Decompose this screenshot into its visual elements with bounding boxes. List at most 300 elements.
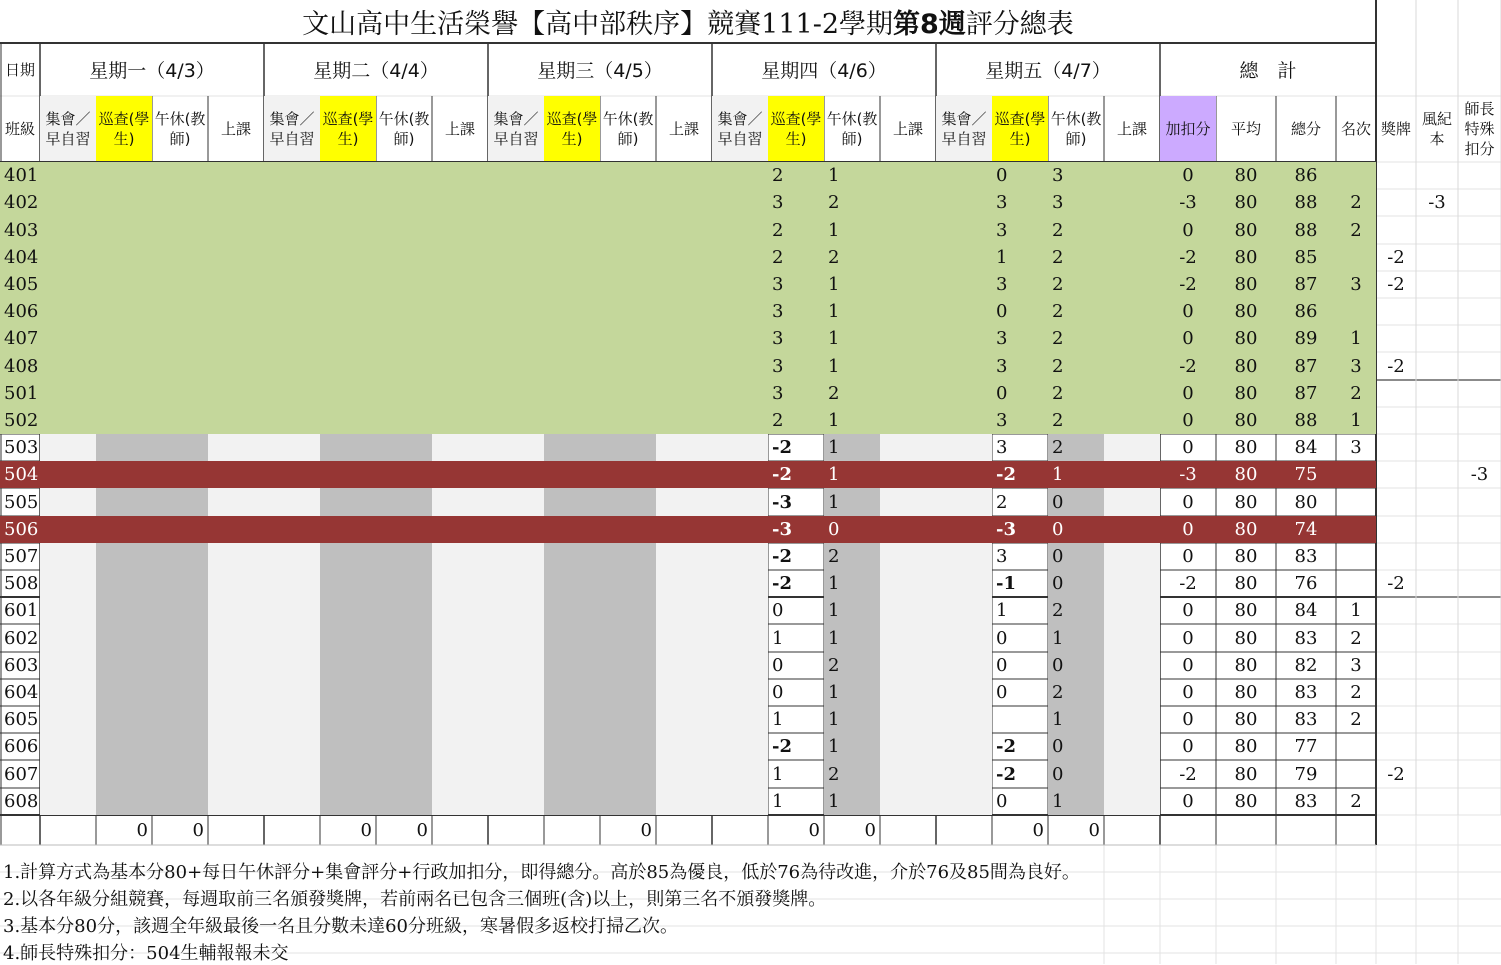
row-score-cell[interactable] [712, 352, 768, 380]
row-score-cell[interactable] [432, 652, 488, 679]
row-score-cell[interactable] [600, 760, 656, 788]
header-col-day3-1[interactable]: 集會／早自習 [488, 96, 544, 161]
row-adjust[interactable]: 0 [1182, 655, 1194, 676]
header-total[interactable]: 總 計 [1239, 60, 1297, 82]
row-score-cell[interactable] [656, 162, 712, 189]
row-score-cell[interactable] [544, 461, 600, 488]
header-col-day2-2[interactable]: 巡查(學生) [320, 96, 376, 161]
row-score-cell[interactable] [432, 325, 488, 352]
row-score-cell[interactable] [656, 407, 712, 434]
row-score-cell[interactable] [880, 244, 936, 271]
row-score-cell[interactable]: 1 [824, 706, 880, 733]
row-total[interactable]: 86 [1276, 162, 1336, 189]
row-score-cell[interactable] [880, 271, 936, 298]
header-date-label[interactable]: 日期 [4, 61, 35, 79]
row-score-cell[interactable] [600, 380, 656, 407]
row-score-cell[interactable] [152, 189, 208, 216]
row-score-cell[interactable]: 2 [1048, 216, 1104, 244]
row-score-cell[interactable]: 3 [992, 216, 1048, 244]
row-discipline-book[interactable] [1416, 706, 1458, 733]
row-average[interactable]: 80 [1234, 437, 1258, 458]
row-score-cell[interactable] [544, 516, 600, 543]
row-rank[interactable] [1336, 244, 1376, 271]
row-score-cell[interactable] [712, 733, 768, 760]
zero-total-cell[interactable]: 0 [808, 819, 820, 841]
row-score-cell[interactable] [712, 760, 768, 788]
row-special-deduction[interactable] [1458, 760, 1501, 788]
row-special-deduction[interactable] [1458, 189, 1501, 216]
row-total[interactable]: 82 [1294, 655, 1318, 676]
row-rank[interactable]: 2 [1350, 709, 1362, 730]
row-score-cell[interactable]: 3 [1048, 162, 1104, 189]
row-score-cell[interactable] [488, 298, 544, 325]
header-day-3[interactable]: 星期三（4/5） [537, 60, 663, 82]
row-score-cell[interactable] [936, 516, 992, 543]
row-score-cell[interactable] [600, 162, 656, 189]
row-score-cell[interactable] [544, 733, 600, 760]
row-score-cell[interactable] [600, 516, 656, 543]
header-col-day1-2[interactable]: 巡查(學生) [96, 96, 152, 161]
row-adjust[interactable]: 0 [1160, 162, 1216, 189]
row-score-cell[interactable] [320, 298, 376, 325]
row-score-cell[interactable]: 2 [1048, 407, 1104, 434]
row-class-label[interactable]: 506 [0, 516, 40, 543]
row-score-cell[interactable] [880, 352, 936, 380]
row-score-cell[interactable] [376, 543, 432, 570]
row-score-cell[interactable] [376, 488, 432, 516]
row-score-cell[interactable] [544, 570, 600, 597]
row-score-cell[interactable] [208, 624, 264, 652]
row-score-cell[interactable] [208, 597, 264, 624]
row-score-cell[interactable]: 0 [1048, 760, 1104, 788]
row-discipline-book[interactable] [1416, 570, 1458, 597]
row-score-cell[interactable] [320, 407, 376, 434]
row-score-cell[interactable]: 0 [1048, 733, 1104, 760]
row-rank[interactable] [1336, 733, 1376, 760]
row-score-cell[interactable] [376, 407, 432, 434]
row-special-deduction[interactable] [1458, 352, 1501, 380]
row-discipline-book[interactable] [1416, 760, 1458, 788]
row-score-cell[interactable] [376, 652, 432, 679]
row-score-cell[interactable] [96, 461, 152, 488]
row-score-cell[interactable] [936, 325, 992, 352]
header-col-day5-1[interactable]: 集會／早自習 [936, 96, 992, 161]
row-score-cell[interactable] [712, 788, 768, 815]
row-score-cell[interactable] [600, 624, 656, 652]
row-score-cell[interactable] [320, 624, 376, 652]
row-score-cell[interactable] [1104, 516, 1160, 543]
row-score-cell[interactable]: 3 [768, 189, 824, 216]
row-discipline-book[interactable] [1416, 652, 1458, 679]
row-score-cell[interactable] [488, 380, 544, 407]
row-score-cell[interactable] [208, 244, 264, 271]
row-adjust[interactable]: 0 [1182, 627, 1194, 649]
row-score-cell[interactable] [432, 706, 488, 733]
row-score-cell[interactable] [712, 516, 768, 543]
row-score-cell[interactable]: 3 [992, 189, 1048, 216]
row-score-cell[interactable] [152, 216, 208, 244]
row-medal[interactable] [1376, 706, 1416, 733]
row-average[interactable]: 80 [1216, 216, 1276, 244]
row-score-cell[interactable] [488, 543, 544, 570]
row-score-cell[interactable] [1104, 380, 1160, 407]
row-score-cell[interactable] [880, 624, 936, 652]
row-score-cell[interactable] [488, 488, 544, 516]
row-score-cell[interactable]: 1 [824, 271, 880, 298]
row-score-cell[interactable] [320, 461, 376, 488]
row-score-cell[interactable]: 2 [768, 244, 824, 271]
row-rank[interactable]: 1 [1336, 325, 1376, 352]
row-special-deduction[interactable] [1458, 162, 1501, 189]
row-score-cell[interactable] [152, 733, 208, 760]
row-score-cell[interactable] [208, 434, 264, 461]
row-score-cell[interactable] [544, 624, 600, 652]
row-score-cell[interactable] [432, 216, 488, 244]
row-score-cell[interactable] [40, 733, 96, 760]
row-score-cell[interactable] [712, 434, 768, 461]
row-score-cell[interactable] [432, 189, 488, 216]
row-score-cell[interactable] [432, 461, 488, 488]
row-score-cell[interactable] [432, 516, 488, 543]
row-score-cell[interactable] [152, 244, 208, 271]
row-score-cell[interactable] [656, 461, 712, 488]
row-score-cell[interactable] [40, 162, 96, 189]
row-score-cell[interactable] [1104, 434, 1160, 461]
row-discipline-book[interactable] [1416, 624, 1458, 652]
row-medal[interactable]: -2 [1387, 763, 1405, 785]
row-score-cell[interactable] [880, 407, 936, 434]
row-total[interactable]: 80 [1294, 491, 1318, 513]
row-discipline-book[interactable] [1416, 543, 1458, 570]
row-score-cell[interactable]: 2 [1048, 244, 1104, 271]
row-score-cell[interactable] [40, 189, 96, 216]
row-total[interactable]: 84 [1294, 600, 1318, 621]
row-score-cell[interactable] [376, 298, 432, 325]
row-score-cell[interactable] [264, 733, 320, 760]
row-discipline-book[interactable] [1416, 733, 1458, 760]
header-total-col-1[interactable]: 加扣分 [1160, 96, 1216, 161]
row-score-cell[interactable]: -2 [768, 461, 824, 488]
row-score-cell[interactable] [656, 244, 712, 271]
row-score-cell[interactable] [96, 216, 152, 244]
row-score-cell[interactable] [96, 570, 152, 597]
header-extra-col-3[interactable]: 師長特殊扣分 [1464, 99, 1495, 158]
row-score-cell[interactable] [600, 733, 656, 760]
row-score-cell[interactable] [1104, 624, 1160, 652]
row-score-cell[interactable] [208, 407, 264, 434]
row-total[interactable]: 83 [1294, 682, 1318, 703]
row-score-cell[interactable] [96, 407, 152, 434]
row-score-cell[interactable] [1104, 216, 1160, 244]
row-score-cell[interactable]: 0 [992, 380, 1048, 407]
row-score-cell[interactable]: 1 [1048, 624, 1104, 652]
row-score-cell[interactable] [320, 162, 376, 189]
row-rank[interactable] [1336, 162, 1376, 189]
row-score-cell[interactable] [208, 760, 264, 788]
header-col-day1-4[interactable]: 上課 [220, 119, 251, 138]
row-score-cell[interactable] [320, 597, 376, 624]
header-col-day4-2[interactable]: 巡查(學生) [768, 96, 824, 161]
row-score-cell[interactable] [1104, 652, 1160, 679]
header-col-day4-1[interactable]: 集會／早自習 [712, 96, 768, 161]
row-score-cell[interactable]: 0 [1048, 652, 1104, 679]
row-score-cell[interactable] [432, 434, 488, 461]
row-adjust[interactable]: -2 [1179, 763, 1197, 785]
row-score-cell[interactable] [432, 788, 488, 815]
row-average[interactable]: 80 [1234, 546, 1258, 567]
row-score-cell[interactable] [376, 244, 432, 271]
row-rank[interactable]: 2 [1350, 682, 1362, 703]
row-score-cell[interactable] [40, 543, 96, 570]
row-score-cell[interactable] [880, 652, 936, 679]
row-special-deduction[interactable] [1458, 380, 1501, 407]
row-score-cell[interactable] [544, 788, 600, 815]
row-class-label[interactable]: 407 [0, 325, 40, 352]
header-col-day5-2[interactable]: 巡查(學生) [992, 96, 1048, 161]
row-score-cell[interactable] [40, 516, 96, 543]
zero-total-cell[interactable]: 0 [136, 819, 148, 841]
row-score-cell[interactable]: -3 [768, 516, 824, 543]
row-discipline-book[interactable] [1416, 298, 1458, 325]
row-score-cell[interactable] [656, 380, 712, 407]
row-average[interactable]: 80 [1234, 682, 1258, 703]
header-total-col-2[interactable]: 平均 [1230, 119, 1261, 138]
row-discipline-book[interactable] [1416, 325, 1458, 352]
row-total[interactable]: 86 [1276, 298, 1336, 325]
row-special-deduction[interactable] [1458, 733, 1501, 760]
row-total[interactable]: 84 [1294, 437, 1318, 458]
row-score-cell[interactable] [936, 434, 992, 461]
row-score-cell[interactable] [656, 652, 712, 679]
row-score-cell[interactable] [208, 652, 264, 679]
row-score-cell[interactable]: 1 [1048, 788, 1104, 815]
row-score-cell[interactable] [208, 733, 264, 760]
row-score-cell[interactable] [488, 624, 544, 652]
row-score-cell[interactable] [376, 624, 432, 652]
row-score-cell[interactable] [488, 760, 544, 788]
row-score-cell[interactable] [488, 597, 544, 624]
header-day-2[interactable]: 星期二（4/4） [313, 60, 439, 82]
row-score-cell[interactable] [40, 679, 96, 706]
row-score-cell[interactable] [712, 407, 768, 434]
row-score-cell[interactable] [432, 597, 488, 624]
row-discipline-book[interactable]: -3 [1428, 192, 1446, 213]
row-score-cell[interactable] [376, 189, 432, 216]
row-adjust[interactable]: 0 [1182, 709, 1194, 730]
row-score-cell[interactable]: 0 [1048, 488, 1104, 516]
row-score-cell[interactable] [600, 679, 656, 706]
row-score-cell[interactable] [544, 352, 600, 380]
row-score-cell[interactable] [376, 380, 432, 407]
row-rank[interactable]: 1 [1336, 407, 1376, 434]
row-score-cell[interactable] [208, 352, 264, 380]
row-rank[interactable] [1336, 570, 1376, 597]
row-score-cell[interactable] [488, 216, 544, 244]
row-score-cell[interactable] [600, 652, 656, 679]
row-rank[interactable]: 2 [1336, 216, 1376, 244]
row-score-cell[interactable] [880, 162, 936, 189]
row-score-cell[interactable] [1104, 543, 1160, 570]
row-score-cell[interactable]: 2 [768, 407, 824, 434]
row-average[interactable]: 80 [1234, 655, 1258, 676]
row-class-label[interactable]: 401 [0, 162, 40, 189]
row-score-cell[interactable] [600, 434, 656, 461]
row-score-cell[interactable] [600, 298, 656, 325]
row-discipline-book[interactable] [1416, 434, 1458, 461]
row-score-cell[interactable] [488, 461, 544, 488]
row-score-cell[interactable] [712, 244, 768, 271]
row-score-cell[interactable] [152, 271, 208, 298]
row-score-cell[interactable] [656, 543, 712, 570]
row-score-cell[interactable] [320, 543, 376, 570]
row-score-cell[interactable] [320, 380, 376, 407]
header-col-day5-4[interactable]: 上課 [1116, 119, 1147, 138]
row-score-cell[interactable]: 0 [992, 298, 1048, 325]
row-score-cell[interactable] [264, 597, 320, 624]
row-score-cell[interactable] [320, 244, 376, 271]
row-average[interactable]: 80 [1216, 516, 1276, 543]
row-score-cell[interactable] [152, 461, 208, 488]
row-score-cell[interactable] [96, 298, 152, 325]
row-score-cell[interactable]: 2 [1048, 325, 1104, 352]
row-score-cell[interactable] [880, 216, 936, 244]
row-special-deduction[interactable] [1458, 597, 1501, 624]
row-score-cell[interactable] [1104, 352, 1160, 380]
row-score-cell[interactable] [264, 760, 320, 788]
row-score-cell[interactable]: -1 [996, 573, 1016, 594]
row-score-cell[interactable] [712, 298, 768, 325]
row-score-cell[interactable]: -2 [996, 763, 1016, 785]
row-adjust[interactable]: 0 [1182, 491, 1194, 513]
row-score-cell[interactable] [656, 624, 712, 652]
row-score-cell[interactable] [600, 189, 656, 216]
row-rank[interactable] [1336, 760, 1376, 788]
row-score-cell[interactable]: -2 [772, 546, 792, 567]
row-score-cell[interactable]: 3 [768, 271, 824, 298]
row-score-cell[interactable] [544, 488, 600, 516]
row-special-deduction[interactable] [1458, 271, 1501, 298]
row-score-cell[interactable] [152, 788, 208, 815]
row-score-cell[interactable] [264, 706, 320, 733]
row-score-cell[interactable] [1104, 488, 1160, 516]
row-score-cell[interactable] [1104, 570, 1160, 597]
header-col-day3-4[interactable]: 上課 [668, 119, 699, 138]
row-score-cell[interactable] [712, 325, 768, 352]
row-score-cell[interactable] [264, 788, 320, 815]
row-rank[interactable]: 3 [1336, 352, 1376, 380]
row-score-cell[interactable] [488, 788, 544, 815]
row-special-deduction[interactable] [1458, 488, 1501, 516]
row-score-cell[interactable] [936, 162, 992, 189]
row-score-cell[interactable] [208, 543, 264, 570]
row-class-label[interactable]: 406 [0, 298, 40, 325]
row-special-deduction[interactable] [1458, 570, 1501, 597]
row-class-label[interactable]: 501 [0, 380, 40, 407]
row-score-cell[interactable] [264, 162, 320, 189]
row-score-cell[interactable] [656, 216, 712, 244]
row-score-cell[interactable] [712, 624, 768, 652]
header-col-day4-4[interactable]: 上課 [892, 119, 923, 138]
row-score-cell[interactable] [656, 488, 712, 516]
header-col-day3-2[interactable]: 巡查(學生) [544, 96, 600, 161]
row-score-cell[interactable] [376, 733, 432, 760]
row-score-cell[interactable] [320, 434, 376, 461]
row-score-cell[interactable]: 2 [1048, 271, 1104, 298]
row-score-cell[interactable]: -2 [772, 736, 792, 757]
row-score-cell[interactable] [264, 407, 320, 434]
row-medal[interactable] [1376, 733, 1416, 760]
row-score-cell[interactable]: 3 [768, 298, 824, 325]
row-score-cell[interactable] [936, 652, 992, 679]
row-medal[interactable] [1376, 624, 1416, 652]
zero-total-cell[interactable]: 0 [360, 819, 372, 841]
row-total[interactable]: 74 [1276, 516, 1336, 543]
row-adjust[interactable]: 0 [1160, 407, 1216, 434]
row-score-cell[interactable] [936, 679, 992, 706]
row-score-cell[interactable] [320, 760, 376, 788]
row-class-label[interactable]: 603 [4, 655, 39, 676]
row-discipline-book[interactable] [1416, 516, 1458, 543]
row-score-cell[interactable] [936, 244, 992, 271]
row-score-cell[interactable] [880, 733, 936, 760]
header-extra-col-1[interactable]: 獎牌 [1380, 119, 1411, 138]
row-score-cell[interactable]: 0 [772, 600, 784, 621]
row-rank[interactable]: 3 [1336, 271, 1376, 298]
row-score-cell[interactable] [320, 216, 376, 244]
row-score-cell[interactable] [600, 543, 656, 570]
row-score-cell[interactable] [40, 271, 96, 298]
row-score-cell[interactable] [1104, 679, 1160, 706]
row-discipline-book[interactable] [1416, 271, 1458, 298]
row-score-cell[interactable] [880, 434, 936, 461]
row-medal[interactable] [1376, 298, 1416, 325]
row-score-cell[interactable]: 2 [824, 380, 880, 407]
row-score-cell[interactable] [320, 788, 376, 815]
row-score-cell[interactable]: 2 [1048, 380, 1104, 407]
row-discipline-book[interactable] [1416, 788, 1458, 815]
row-score-cell[interactable] [1104, 597, 1160, 624]
row-score-cell[interactable]: 2 [824, 189, 880, 216]
row-class-label[interactable]: 606 [4, 736, 39, 757]
row-score-cell[interactable] [544, 298, 600, 325]
row-score-cell[interactable] [880, 488, 936, 516]
row-score-cell[interactable] [40, 216, 96, 244]
row-score-cell[interactable] [488, 570, 544, 597]
row-score-cell[interactable] [656, 325, 712, 352]
row-score-cell[interactable]: 2 [1048, 298, 1104, 325]
row-score-cell[interactable]: 3 [992, 352, 1048, 380]
row-special-deduction[interactable] [1458, 543, 1501, 570]
row-score-cell[interactable] [264, 189, 320, 216]
row-score-cell[interactable] [320, 271, 376, 298]
row-average[interactable]: 80 [1216, 271, 1276, 298]
row-medal[interactable]: -2 [1387, 247, 1405, 268]
header-day-4[interactable]: 星期四（4/6） [761, 60, 887, 82]
row-score-cell[interactable] [544, 760, 600, 788]
row-score-cell[interactable] [432, 733, 488, 760]
row-discipline-book[interactable] [1416, 244, 1458, 271]
row-score-cell[interactable]: 3 [996, 437, 1008, 458]
row-score-cell[interactable] [936, 461, 992, 488]
row-score-cell[interactable] [1104, 189, 1160, 216]
row-medal[interactable] [1376, 461, 1416, 488]
row-score-cell[interactable] [432, 488, 488, 516]
row-score-cell[interactable] [656, 434, 712, 461]
row-score-cell[interactable] [656, 706, 712, 733]
row-score-cell[interactable] [880, 325, 936, 352]
row-rank[interactable]: 3 [1350, 655, 1362, 676]
row-score-cell[interactable] [936, 271, 992, 298]
